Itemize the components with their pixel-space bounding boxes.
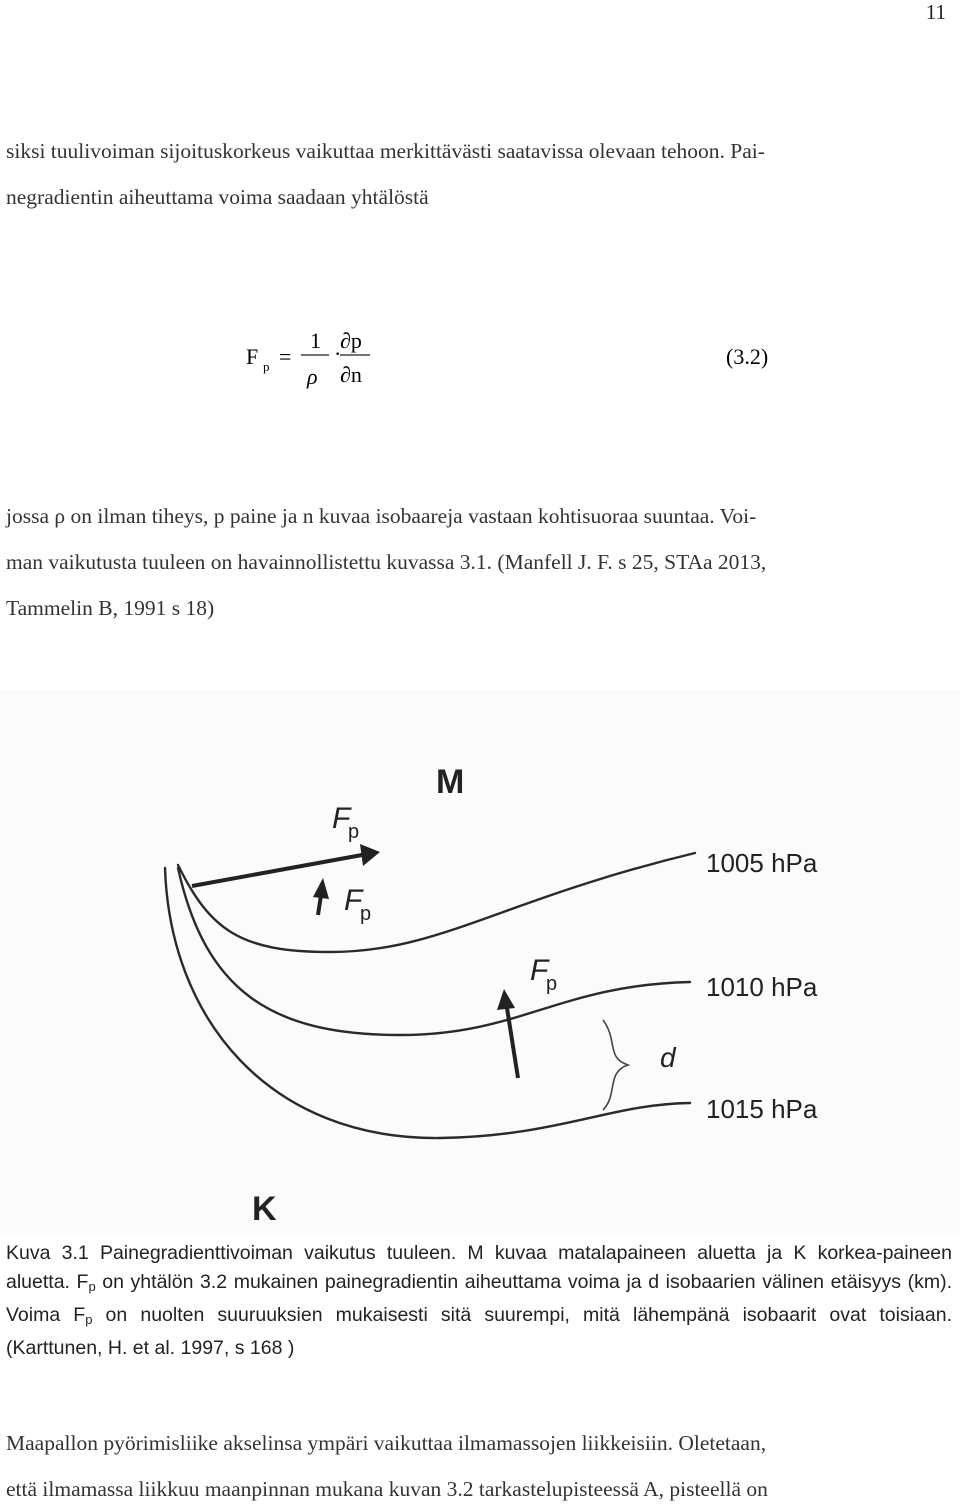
isobar-1010-label: 1010 hPa bbox=[706, 972, 818, 1002]
figure-caption bbox=[6, 1239, 952, 1363]
equation-numerator-dp: ∂p bbox=[340, 328, 362, 353]
force-label-3-subscript: p bbox=[546, 973, 558, 995]
equation-denominator-dn: ∂n bbox=[340, 362, 362, 387]
page-number: 11 bbox=[925, 0, 946, 24]
equation-denominator-rho: ρ bbox=[307, 364, 318, 389]
body-line-3: Tammelin B, 1991 s 18) bbox=[6, 596, 215, 620]
outro-paragraph bbox=[6, 1420, 952, 1512]
low-pressure-label: M bbox=[436, 763, 465, 801]
outro-line-1: Maapallon pyörimisliike akselinsa ympäri vaikuttaa ilmamassojen liikkeisiin. Oletetaan, bbox=[6, 1431, 767, 1455]
force-label-1-subscript: p bbox=[348, 821, 360, 843]
isobar-1005-label: 1005 hPa bbox=[706, 848, 818, 878]
outro-line-2: että ilmamassa liikkuu maanpinnan mukana kuvan 3.2 tarkastelupisteessä A, pisteellä on bbox=[6, 1477, 768, 1501]
force-label-3: F bbox=[530, 954, 549, 987]
equation-3-2 bbox=[0, 300, 960, 410]
equation-equals: = bbox=[279, 344, 292, 369]
caption-part-3: on nuolten suuruuksien mukaisesti sitä suurempi, mitä lähempänä isobaarit ovat toisiaan. (Karttunen, H. et al. 1997, s 168 ) bbox=[6, 1304, 952, 1359]
equation-dot: · bbox=[334, 341, 342, 366]
force-label-1: F bbox=[332, 802, 351, 835]
isobar-1015-label: 1015 hPa bbox=[706, 1094, 818, 1124]
figure-3-1 bbox=[0, 690, 960, 1235]
equation-number: (3.2) bbox=[726, 344, 769, 369]
high-pressure-label: K bbox=[252, 1190, 277, 1228]
figure-background bbox=[0, 690, 960, 1235]
caption-part-1: Kuva 3.1 Painegradienttivoiman vaikutus tuuleen. M kuvaa matalapaineen aluetta ja K korkea-paineen aluetta. F bbox=[6, 1242, 952, 1293]
caption-subscript-1: p bbox=[88, 1279, 96, 1294]
body-line-1: jossa ρ on ilman tiheys, p paine ja n kuvaa isobaareja vastaan kohtisuoraa suuntaa. Voi- bbox=[6, 504, 757, 528]
equation-numerator-one: 1 bbox=[310, 328, 321, 353]
body-line-2: man vaikutusta tuuleen on havainnollistettu kuvassa 3.1. (Manfell J. F. s 25, STAa 2013, bbox=[6, 550, 767, 574]
force-label-2: F bbox=[344, 884, 363, 917]
intro-paragraph bbox=[6, 128, 952, 220]
body-paragraph bbox=[6, 493, 952, 631]
intro-line-2: negradientin aiheuttama voima saadaan yhtälöstä bbox=[6, 185, 429, 209]
distance-label: d bbox=[660, 1042, 676, 1073]
equation-lhs: F bbox=[246, 344, 259, 369]
intro-line-1: siksi tuulivoiman sijoituskorkeus vaikuttaa merkittävästi saatavissa olevaan tehoon. Pai- bbox=[6, 139, 765, 163]
force-label-2-subscript: p bbox=[360, 903, 372, 925]
caption-subscript-2: p bbox=[85, 1312, 93, 1327]
equation-lhs-subscript: p bbox=[263, 359, 270, 374]
caption-part-2: on yhtälön 3.2 mukainen painegradientin aiheuttama voima ja d isobaarien välinen etäisyys (km). Voima F bbox=[6, 1271, 952, 1326]
